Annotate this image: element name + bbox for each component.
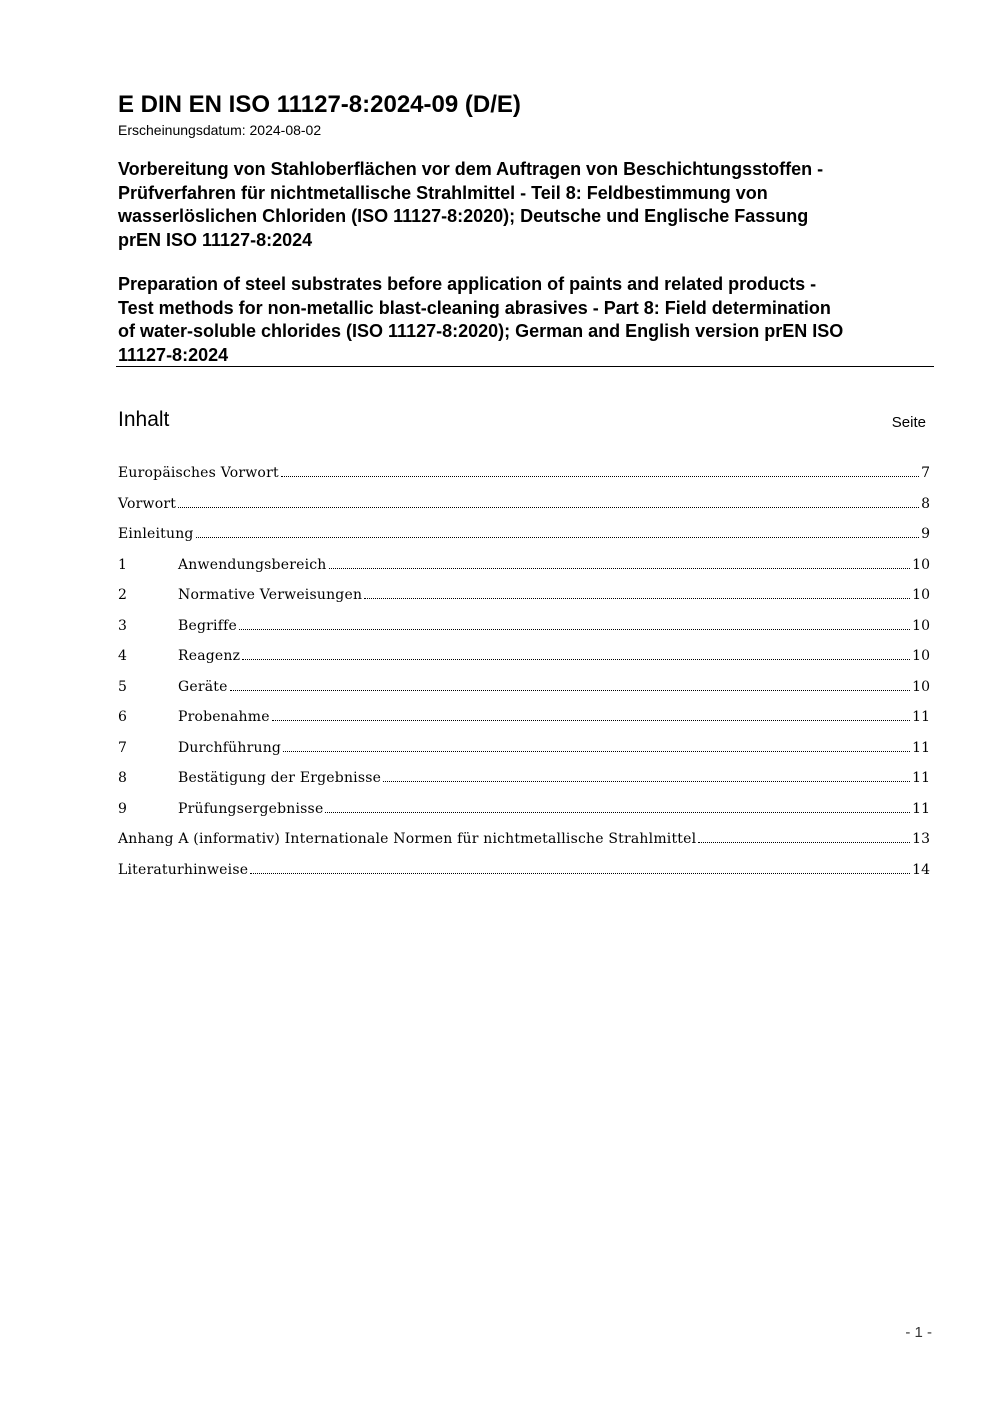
toc-entry-title: Einleitung bbox=[118, 526, 194, 542]
title-german-line: wasserlöslichen Chloriden (ISO 11127-8:2020); Deutsche und Englische Fassung bbox=[118, 206, 809, 226]
toc-entry-number: 1 bbox=[118, 556, 127, 573]
title-english-line: 11127-8:2024 bbox=[118, 344, 229, 365]
toc-entry-page: 11 bbox=[912, 709, 930, 725]
toc-dot-leader bbox=[698, 842, 910, 843]
title-english-line: Test methods for non-metallic blast-cleaning abrasives - Part 8: Field determination bbox=[118, 297, 831, 318]
toc-entry-title: Bestätigung der Ergebnisse bbox=[178, 770, 382, 786]
toc-entry-page: 7 bbox=[921, 465, 930, 481]
toc-dot-leader bbox=[364, 598, 910, 599]
toc-entry-number: 3 bbox=[118, 617, 127, 634]
toc-entry[interactable] bbox=[118, 799, 930, 830]
toc-dot-leader bbox=[239, 629, 910, 630]
toc-page-label: Seite bbox=[891, 414, 926, 431]
toc-entry-page: 10 bbox=[912, 678, 930, 695]
toc-dot-leader bbox=[178, 507, 919, 508]
toc-entry-page: 8 bbox=[921, 495, 930, 512]
toc-entry-page: 10 bbox=[912, 587, 930, 603]
toc-entry[interactable] bbox=[118, 738, 930, 769]
toc-entry-page: 11 bbox=[912, 770, 930, 786]
toc-entry[interactable] bbox=[118, 707, 930, 738]
toc-entry[interactable] bbox=[118, 616, 930, 647]
toc-entry-title: Literaturhinweise bbox=[118, 861, 249, 878]
document-id: E DIN EN ISO 11127-8:2024-09 (D/E) bbox=[118, 91, 521, 118]
toc-entry[interactable] bbox=[118, 677, 930, 708]
toc-entry-title: Prüfungsergebnisse bbox=[178, 800, 324, 817]
toc-dot-leader bbox=[325, 812, 910, 813]
title-german-line: Vorbereitung von Stahloberflächen vor dem Auftragen von Beschichtungsstoffen - bbox=[118, 159, 824, 179]
toc-entry[interactable] bbox=[118, 646, 930, 677]
toc-entry-title: Probenahme bbox=[178, 709, 270, 725]
toc-entry-number: 6 bbox=[118, 709, 127, 725]
title-english bbox=[118, 273, 934, 367]
title-german-line: prEN ISO 11127-8:2024 bbox=[118, 229, 313, 250]
toc-entry-title: Geräte bbox=[178, 678, 228, 695]
toc-entry-page: 11 bbox=[912, 800, 930, 817]
toc-entry-title: Vorwort bbox=[118, 495, 177, 512]
toc-entry-page: 10 bbox=[912, 556, 930, 573]
toc-entry-title: Reagenz bbox=[178, 648, 241, 664]
publication-date: Erscheinungsdatum: 2024-08-02 bbox=[118, 122, 322, 138]
toc-dot-leader bbox=[250, 873, 910, 874]
toc-dot-leader bbox=[230, 690, 911, 691]
toc-dot-leader bbox=[329, 568, 911, 569]
toc-entry-page: 13 bbox=[912, 831, 930, 847]
toc-entry-title: Durchführung bbox=[178, 739, 282, 756]
toc-entry[interactable] bbox=[118, 860, 930, 891]
toc-entry[interactable] bbox=[118, 463, 930, 494]
toc-heading: Inhalt bbox=[118, 408, 170, 431]
toc-entry-page: 11 bbox=[912, 739, 930, 756]
toc-entry-page: 9 bbox=[921, 526, 930, 542]
toc-entry-title: Anhang A (informativ) Internationale Normen für nichtmetallische Strahlmittel bbox=[118, 831, 697, 847]
toc-entry[interactable] bbox=[118, 829, 930, 860]
toc-entry-title: Begriffe bbox=[178, 617, 237, 634]
toc-dot-leader bbox=[196, 537, 920, 538]
toc-entry-page: 14 bbox=[912, 861, 930, 878]
toc-entry[interactable] bbox=[118, 768, 930, 799]
toc-entry-page: 10 bbox=[912, 617, 930, 634]
toc-entry-number: 8 bbox=[118, 770, 127, 786]
toc-entry[interactable] bbox=[118, 555, 930, 586]
toc-dot-leader bbox=[242, 659, 910, 660]
toc-dot-leader bbox=[272, 720, 910, 721]
toc-dot-leader bbox=[281, 476, 919, 477]
table-of-contents bbox=[118, 463, 930, 890]
toc-entry[interactable] bbox=[118, 585, 930, 616]
title-english-line: of water-soluble chlorides (ISO 11127-8:2020); German and English version prEN ISO bbox=[118, 321, 844, 341]
toc-entry[interactable] bbox=[118, 494, 930, 525]
title-english-line: Preparation of steel substrates before application of paints and related products - bbox=[118, 274, 817, 294]
toc-entry-number: 7 bbox=[118, 739, 127, 756]
toc-entry-number: 5 bbox=[118, 678, 127, 695]
toc-entry-title: Europäisches Vorwort bbox=[118, 465, 279, 481]
toc-entry-number: 2 bbox=[118, 587, 127, 603]
title-german bbox=[118, 158, 934, 252]
toc-entry-title: Normative Verweisungen bbox=[178, 587, 363, 603]
title-divider bbox=[116, 366, 934, 367]
toc-entry-number: 9 bbox=[118, 800, 127, 817]
toc-dot-leader bbox=[383, 781, 910, 782]
toc-entry-page: 10 bbox=[912, 648, 930, 664]
page-number: - 1 - bbox=[905, 1324, 932, 1341]
toc-dot-leader bbox=[283, 751, 910, 752]
toc-entry-title: Anwendungsbereich bbox=[178, 556, 327, 573]
toc-entry[interactable] bbox=[118, 524, 930, 555]
toc-entry-number: 4 bbox=[118, 648, 127, 664]
title-german-line: Prüfverfahren für nichtmetallische Strahlmittel - Teil 8: Feldbestimmung von bbox=[118, 182, 768, 203]
